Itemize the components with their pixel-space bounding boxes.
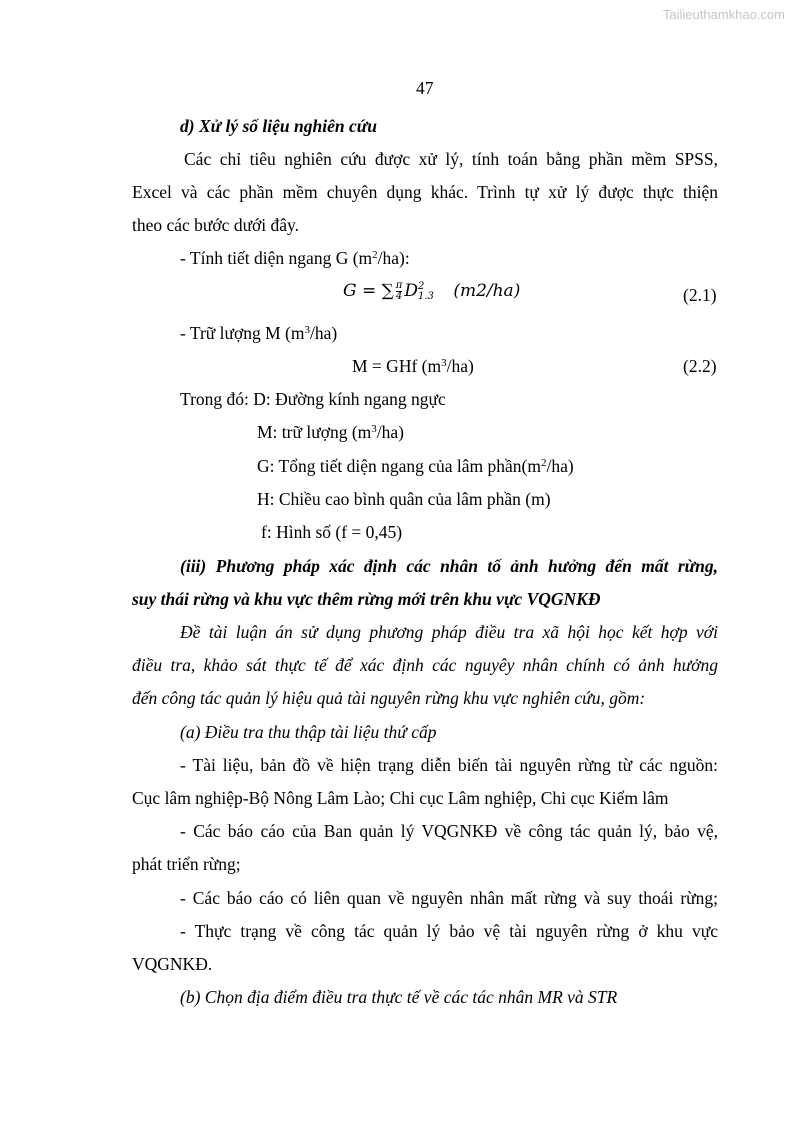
bullet3: - Các báo cáo có liên quan về nguyên nhân mất rừng và suy thoái rừng; — [180, 888, 718, 908]
page-number: 47 — [416, 78, 434, 98]
frac-num: π — [395, 280, 403, 291]
where-g-text: G: Tổng tiết diện ngang của lâm phần(m — [257, 456, 541, 476]
sub-a: (a) Điều tra thu thập tài liệu thứ cấp — [180, 722, 437, 742]
bullet1-line2: Cục lâm nghiệp-Bộ Nông Lâm Lào; Chi cục Lâm nghiệp, Chi cục Kiểm lâm — [132, 788, 669, 808]
where-f: f: Hình số (f = 0,45) — [261, 522, 403, 542]
m-item-text: - Trữ lượng M (m — [180, 323, 305, 343]
formula-2-2-number: (2.2) — [683, 356, 717, 376]
m-item-tail: /ha) — [310, 323, 338, 343]
g-item-tail: /ha): — [377, 248, 410, 268]
m-item-sup: 3 — [304, 324, 310, 336]
where-m — [257, 421, 404, 443]
formula-sup: 2 — [418, 280, 425, 292]
formula2-text: M = GHf (m — [352, 356, 442, 376]
formula-2-1-number: (2.1) — [683, 285, 717, 305]
g-item-text: - Tính tiết diện ngang G (m — [180, 248, 373, 268]
formula-2-2 — [352, 355, 474, 377]
where-m-text: M: trữ lượng (m — [257, 422, 372, 442]
formula2-sup: 3 — [441, 357, 447, 369]
where-g — [257, 455, 574, 477]
formula2-tail: /ha) — [446, 356, 474, 376]
m-item — [180, 322, 337, 344]
para2-line2: điều tra, khảo sát thực tế để xác định các nguyêy nhân chính có ảnh hưởng — [132, 655, 718, 675]
formula-subsup — [418, 282, 434, 302]
heading-iii-line1: (iii) Phương pháp xác định các nhân tố ảnh hưởng đến mất rừng, — [180, 556, 718, 576]
bullet4-line2: VQGNKĐ. — [132, 954, 213, 974]
where-h: H: Chiều cao bình quân của lâm phần (m) — [257, 489, 551, 509]
para1-line2: Excel và các phần mềm chuyên dụng khác. Trình tự xử lý được thực thiện — [132, 182, 718, 202]
bullet4-line1: - Thực trạng về công tác quản lý bảo vệ tài nguyên rừng ở khu vực — [180, 921, 718, 941]
heading-d: d) Xử lý số liệu nghiên cứu — [180, 116, 377, 136]
formula-sub: 1.3 — [418, 290, 434, 302]
frac-den: 4 — [395, 291, 403, 302]
where-g-sup: 2 — [540, 457, 547, 469]
heading-iii-line2: suy thái rừng và khu vực thêm rừng mới trên khu vực VQGNKĐ — [132, 589, 601, 609]
para1-line1: Các chỉ tiêu nghiên cứu được xử lý, tính toán bằng phần mềm SPSS, — [184, 149, 718, 169]
watermark: Tailieuthamkhao.com — [662, 7, 785, 22]
bullet1-line1: - Tài liệu, bản đồ về hiện trạng diễn biến tài nguyên rừng từ các nguồn: — [180, 755, 718, 775]
formula-2-1 — [343, 280, 520, 302]
formula-lhs: G = ∑ — [343, 281, 394, 301]
g-item-sup: 2 — [372, 249, 378, 261]
formula-d: D — [404, 281, 418, 301]
para2-line3: đến công tác quản lý hiệu quả tài nguyên rừng khu vực nghiên cứu, gồm: — [132, 688, 646, 708]
where-intro: Trong đó: D: Đường kính ngang ngực — [180, 389, 446, 409]
where-m-tail: /ha) — [376, 422, 404, 442]
where-g-tail: /ha) — [546, 456, 574, 476]
g-item — [180, 247, 410, 269]
bullet2-line2: phát triển rừng; — [132, 854, 241, 874]
formula-fraction — [396, 281, 403, 302]
para1-line3: theo các bước dưới đây. — [132, 215, 300, 235]
where-m-sup: 3 — [371, 423, 377, 435]
bullet2-line1: - Các báo cáo của Ban quản lý VQGNKĐ về công tác quản lý, bảo vệ, — [180, 821, 718, 841]
para2-line1: Đề tài luận án sử dụng phương pháp điều tra xã hội học kết hợp với — [180, 622, 718, 642]
formula-unit: (m2/ha) — [453, 281, 521, 301]
sub-b: (b) Chọn địa điểm điều tra thực tế về các tác nhân MR và STR — [180, 987, 618, 1007]
